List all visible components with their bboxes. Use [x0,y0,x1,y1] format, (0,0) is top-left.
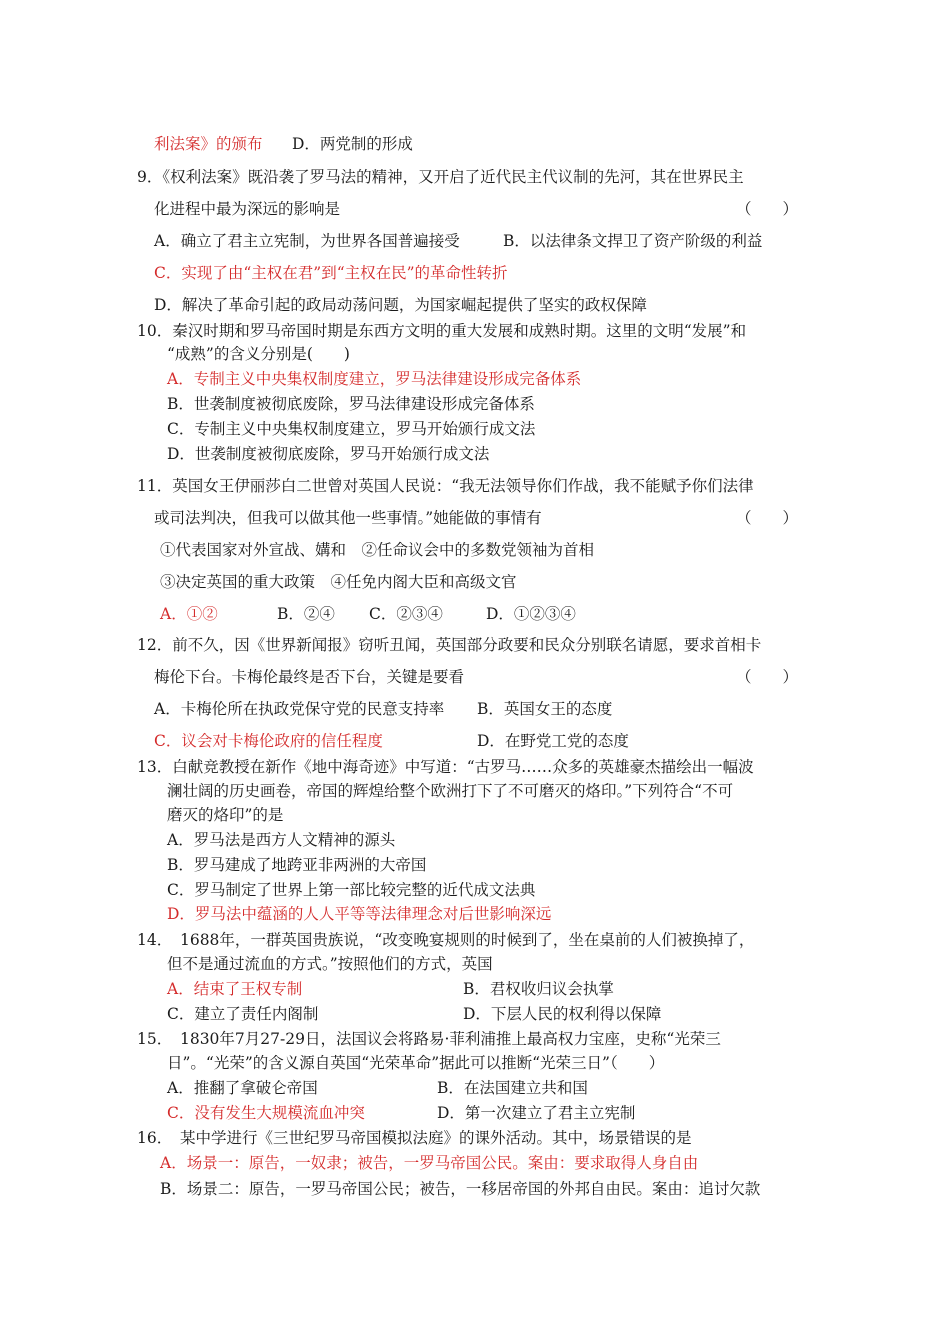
q10-stem-line1: 10．秦汉时期和罗马帝国时期是东西方文明的重大发展和成熟时期。这里的文明“发展”和 [137,322,747,340]
q9-stem-line1: 9．《权利法案》既沿袭了罗马法的精神，又开启了近代民主代议制的先河，其在世界民主 [137,168,744,186]
q13-stem-line3: 磨灭的烙印”的是 [167,806,284,824]
q14-option-c: C．建立了责任内阁制 [167,1005,319,1023]
q10-option-a: A．专制主义中央集权制度建立，罗马法律建设形成完备体系 [167,370,582,388]
q13-stem-line1: 13．白献竞教授在新作《地中海奇迹》中写道：“古罗马……众多的英雄豪杰描绘出一幅波 [137,758,754,776]
q10-option-b: B．世袭制度被彻底废除，罗马法律建设形成完备体系 [167,395,535,413]
q11-item-line1: ①代表国家对外宣战、媾和 ②任命议会中的多数党领袖为首相 [160,541,595,559]
q14-option-d: D．下层人民的权利得以保障 [463,1005,662,1023]
q16-option-a: A．场景一：原告，一奴隶；被告，一罗马帝国公民。案由：要求取得人身自由 [160,1154,699,1172]
q12-option-b: B．英国女王的态度 [477,700,613,718]
q9-option-a: A．确立了君主立宪制，为世界各国普遍接受 [154,232,460,250]
q14-stem-line1: 14． 1688年，一群英国贵族说，“改变晚宴规则的时候到了，坐在桌前的人们被换掉了， [137,931,755,949]
q11-option-d: D．①②③④ [486,605,576,623]
q10-stem-line2: “成熟”的含义分别是( ) [167,345,350,363]
q11-answer-paren: （ ） [736,509,799,527]
q9-option-c: C．实现了由“主权在君”到“主权在民”的革命性转折 [154,264,508,282]
q12-stem-line2: 梅伦下台。卡梅伦最终是否下台，关键是要看 [154,668,465,686]
q12-stem-line1: 12．前不久，因《世界新闻报》窃听丑闻，英国部分政要和民众分别联名请愿，要求首相卡 [137,636,762,654]
q13-option-d: D．罗马法中蕴涵的人人平等等法律理念对后世影响深远 [167,905,552,923]
q15-stem-line1: 15． 1830年7月27-29日，法国议会将路易·菲利浦推上最高权力宝座，史称“光荣三 [137,1030,721,1048]
q11-stem-line1: 11．英国女王伊丽莎白二世曾对英国人民说：“我无法领导你们作战，我不能赋予你们法律 [137,477,754,495]
prev-option-d: D．两党制的形成 [292,135,413,153]
q16-option-b: B．场景二：原告，一罗马帝国公民；被告，一移居帝国的外邦自由民。案由：追讨欠款 [160,1180,761,1198]
q15-stem-line2: 日”。“光荣”的含义源自英国“光荣革命”据此可以推断“光荣三日”（ ） [167,1054,665,1072]
q9-answer-paren: （ ） [736,200,799,218]
q14-option-a: A．结束了王权专制 [167,980,303,998]
q11-stem-line2: 或司法判决，但我可以做其他一些事情。”她能做的事情有 [154,509,542,527]
q15-option-b: B．在法国建立共和国 [437,1079,588,1097]
q12-option-a: A．卡梅伦所在执政党保守党的民意支持率 [154,700,445,718]
q10-option-d: D．世袭制度被彻底废除，罗马开始颁行成文法 [167,445,490,463]
q14-option-b: B．君权收归议会执掌 [463,980,614,998]
q12-option-d: D．在野党工党的态度 [477,732,629,750]
q13-stem-line2: 澜壮阔的历史画卷，帝国的辉煌给整个欧洲打下了不可磨灭的烙印。”下列符合“不可 [167,782,734,800]
q16-stem-line1: 16． 某中学进行《三世纪罗马帝国模拟法庭》的课外活动。其中，场景错误的是 [137,1129,692,1147]
q11-item-line2: ③决定英国的重大政策 ④任免内阁大臣和高级文官 [160,573,517,591]
q15-option-c: C．没有发生大规模流血冲突 [167,1104,365,1122]
q13-option-c: C．罗马制定了世界上第一部比较完整的近代成文法典 [167,881,536,899]
q12-option-c: C．议会对卡梅伦政府的信任程度 [154,732,383,750]
q11-option-b: B．②④ [277,605,335,623]
q9-option-b: B．以法律条文捍卫了资产阶级的利益 [503,232,763,250]
prev-option-c-tail: 利法案》的颁布 [154,135,263,153]
q12-answer-paren: （ ） [736,668,799,686]
q15-option-d: D．第一次建立了君主立宪制 [437,1104,636,1122]
q14-stem-line2: 但不是通过流血的方式。”按照他们的方式，英国 [167,955,493,973]
q11-option-c: C．②③④ [369,605,443,623]
q13-option-a: A．罗马法是西方人文精神的源头 [167,831,396,849]
q13-option-b: B．罗马建成了地跨亚非两洲的大帝国 [167,856,427,874]
q9-stem-line2: 化进程中最为深远的影响是 [154,200,341,218]
q15-option-a: A．推翻了拿破仑帝国 [167,1079,318,1097]
q10-option-c: C．专制主义中央集权制度建立，罗马开始颁行成文法 [167,420,536,438]
q11-option-a: A．①② [160,605,218,623]
q9-option-d: D．解决了革命引起的政局动荡问题，为国家崛起提供了坚实的政权保障 [154,296,647,314]
